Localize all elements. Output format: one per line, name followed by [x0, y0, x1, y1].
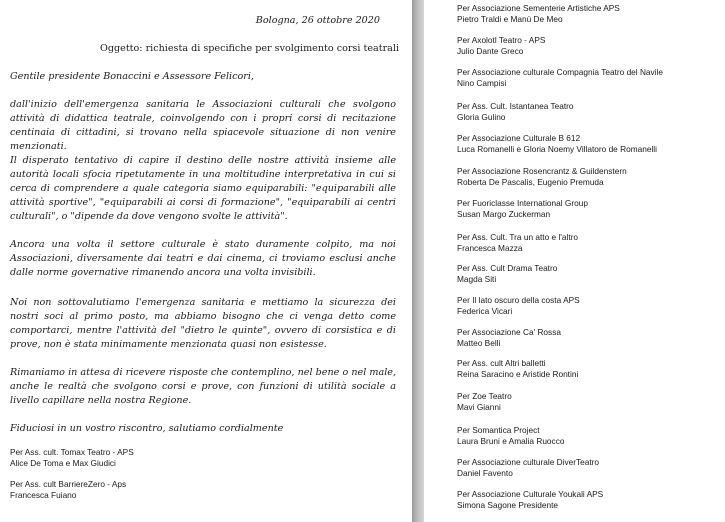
signatory-names: Magda Siti — [457, 274, 497, 284]
signatory-entry — [457, 133, 657, 155]
signatory-names: Simona Sagone Presidente — [457, 500, 559, 510]
letter-closing: Fiduciosi in un vostro riscontro, salutiamo cordialmente — [10, 423, 284, 434]
signatory-entry — [457, 391, 512, 413]
signatory-org: Per Associazione Ca' Rossa — [457, 327, 561, 337]
signatory-names: Roberta De Pascalis, Eugenio Premuda — [457, 177, 604, 187]
signatory-org: Per Somantica Project — [457, 425, 540, 435]
signatory-names: Daniel Favento — [457, 468, 513, 478]
signatory-org: Per Associazione Rosencrantz & Guildenstern — [457, 166, 627, 176]
signatory-names: Francesca Mazza — [457, 243, 523, 253]
paragraph-2: Il disperato tentativo di capire il destino delle nostre attività insieme alle autorità locali sfocia ripetutamente in una moltitudine interpretativa in cui si cerca di comprendere a quale categoria siamo equiparabili: "equiparabili alle attività sportive", "equiparabili ai corsi di formazione", "equiparabili ai centri culturali", o "dipende da dove vengono svolte le attività". — [10, 155, 396, 222]
signatory-entry — [457, 263, 557, 285]
signatory-names: Matteo Belli — [457, 338, 501, 348]
signatory-names: Francesca Fuiano — [10, 490, 77, 500]
signatory-org: Per Associazione culturale Compagnia Teatro del Navile — [457, 67, 663, 77]
signatory-names: Pietro Traldi e Manù De Meo — [457, 14, 563, 24]
signatory-names: Laura Bruni e Amalia Ruocco — [457, 436, 565, 446]
signatory-block — [10, 479, 126, 501]
signatory-entry — [457, 295, 580, 317]
page-gutter — [412, 0, 424, 522]
signatory-names: Reina Saracino e Aristide Rontini — [457, 369, 579, 379]
letter-subject: Oggetto: richiesta di specifiche per svolgimento corsi teatrali — [100, 43, 400, 54]
letter-date: Bologna, 26 ottobre 2020 — [255, 15, 380, 26]
signatory-names: Julio Dante Greco — [457, 46, 524, 56]
signatory-entry — [457, 457, 599, 479]
signatory-entry — [457, 489, 603, 511]
signatory-entry — [457, 166, 627, 188]
signatory-org: Per Axolotl Teatro - APS — [457, 35, 546, 45]
signatory-names: Federica Vicari — [457, 306, 513, 316]
signatory-org: Per Ass. Cult. Istantanea Teatro — [457, 101, 574, 111]
signatory-entry — [457, 101, 574, 123]
signatory-entry — [457, 232, 578, 254]
signatory-org: Per Ass. Cult Drama Teatro — [457, 263, 558, 273]
signatory-org: Per Ass. cult Altri balletti — [457, 358, 546, 368]
signatory-names: Mavi Gianni — [457, 402, 501, 412]
letter-salutation: Gentile presidente Bonaccini e Assessore Felicori, — [10, 71, 254, 82]
paragraph-1: dall'inizio dell'emergenza sanitaria le Associazioni culturali che svolgono attività di didattica teatrale, coinvolgendo con i propri corsi di recitazione centinaia di cittadini, si trovano nella spiacevole situazione di non venire menzionati. — [10, 99, 396, 152]
signatories-page — [424, 0, 725, 522]
signatory-org: Per Fuoriclasse International Group — [457, 198, 588, 208]
paragraph-5: Rimaniamo in attesa di ricevere risposte che contemplino, nel bene o nel male, anche le realtà che svolgono corsi e prove, con funzioni di utilità sociale a livello capillare nella nostra Regione. — [10, 367, 396, 406]
signatory-entry — [457, 3, 620, 25]
signatory-org: Per Ass. Cult. Tra un atto e l'altro — [457, 232, 579, 242]
signatory-entry — [457, 198, 588, 220]
signatory-entry — [457, 425, 564, 447]
signatory-names: Alice De Toma e Max Giudici — [10, 458, 116, 468]
signatory-entry — [457, 35, 545, 57]
signatory-org: Per Ass. cult BarriereZero - Aps — [10, 479, 127, 489]
paragraph-4: Noi non sottovalutiamo l'emergenza sanitaria e mettiamo la sicurezza dei nostri soci al primo posto, ma abbiamo bisogno che ci venga detto come comportarci, mentre l'attività del "dietro le quinte", ovvero di corsistica e di prove, non è stata minimamente menzionata quasi non esistesse. — [10, 297, 396, 350]
signatory-names: Gloria Gulino — [457, 112, 506, 122]
signatory-entry — [457, 67, 663, 89]
signatory-org: Per Il lato oscuro della costa APS — [457, 295, 580, 305]
signatory-names: Nino Campisi — [457, 78, 507, 88]
signatory-names: Susan Margo Zuckerman — [457, 209, 551, 219]
signatory-block — [10, 447, 134, 469]
signatory-org: Per Associazione Culturale B 612 — [457, 133, 581, 143]
signatory-entry — [457, 358, 578, 380]
signatory-org: Per Associazione culturale DiverTeatro — [457, 457, 600, 467]
signatory-names: Luca Romanelli e Gloria Noemy Villatoro de Romanelli — [457, 144, 657, 154]
signatory-org: Per Associazione Culturale Youkali APS — [457, 489, 604, 499]
paragraph-3: Ancora una volta il settore culturale è stato duramente colpito, ma noi Associazioni, diversamente dai teatri e dai cinema, ci troviamo esclusi anche dalle norme governative rimanendo ancora una volta invisibili. — [10, 239, 396, 278]
signatory-org: Per Zoe Teatro — [457, 391, 512, 401]
signatory-entry — [457, 327, 561, 349]
signatory-org: Per Ass. cult. Tomax Teatro - APS — [10, 447, 134, 457]
signatory-org: Per Associazione Sementerie Artistiche APS — [457, 3, 620, 13]
